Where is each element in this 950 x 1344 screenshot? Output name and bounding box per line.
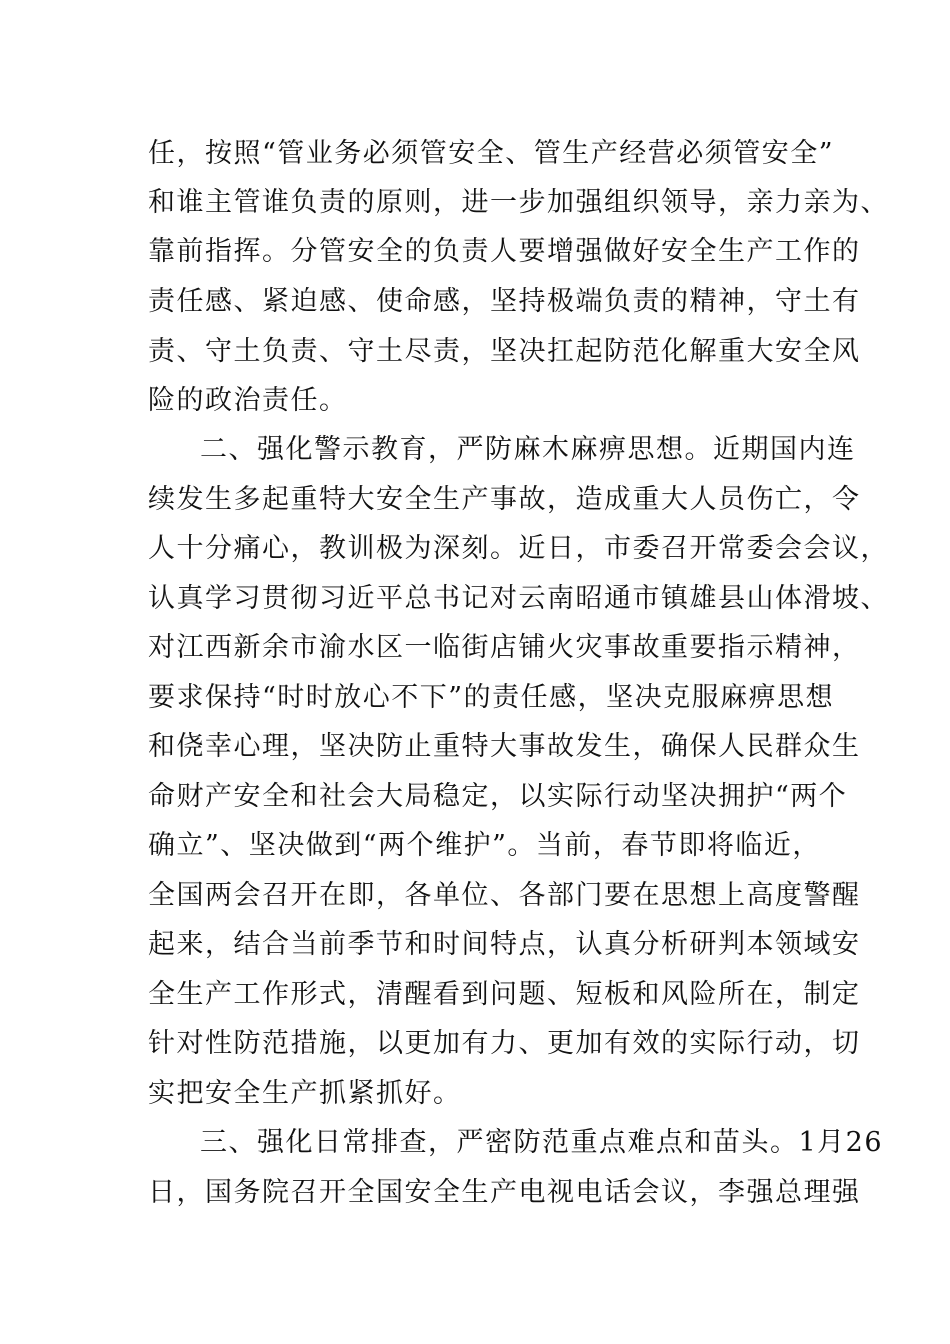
text-line: 任，按照“管业务必须管安全、管生产经营必须管安全”	[148, 138, 835, 169]
text-line: 实把安全生产抓紧抓好。	[148, 1078, 462, 1109]
text-line: 和侥幸心理，坚决防止重特大事故发生，确保人民群众生	[148, 731, 861, 762]
text-line: 对江西新余市渝水区一临街店铺火灾事故重要指示精神，	[148, 632, 861, 663]
text-line: 日，国务院召开全国安全生产电视电话会议，李强总理强	[148, 1177, 861, 1208]
text-line: 认真学习贯彻习近平总书记对云南昭通市镇雄县山体滑坡、	[148, 583, 889, 614]
text-line: 人十分痛心，教训极为深刻。近日，市委召开常委会会议，	[148, 533, 889, 564]
text-line: 责、守土负责、守土尽责，坚决扛起防范化解重大安全风	[148, 336, 861, 367]
text-line: 要求保持“时时放心不下”的责任感，坚决克服麻痹思想	[148, 682, 835, 713]
text-line: 险的政治责任。	[148, 385, 348, 416]
text-line: 全国两会召开在即，各单位、各部门要在思想上高度警醒	[148, 880, 861, 911]
text-line: 靠前指挥。分管安全的负责人要增强做好安全生产工作的	[148, 236, 861, 267]
text-line: 和谁主管谁负责的原则，进一步加强组织领导，亲力亲为、	[148, 187, 889, 218]
text-line: 起来，结合当前季节和时间特点，认真分析研判本领域安	[148, 929, 861, 960]
text-line: 命财产安全和社会大局稳定，以实际行动坚决拥护“两个	[148, 781, 848, 812]
paragraph-heading-3: 三、强化日常排查，严密防范重点难点和苗头。1月26	[200, 1127, 884, 1158]
text-line: 全生产工作形式，清醒看到问题、短板和风险所在，制定	[148, 979, 861, 1010]
paragraph-heading-2: 二、强化警示教育，严防麻木麻痹思想。近期国内连	[200, 434, 856, 465]
text-line: 责任感、紧迫感、使命感，坚持极端负责的精神，守土有	[148, 286, 861, 317]
text-line: 针对性防范措施，以更加有力、更加有效的实际行动，切	[148, 1028, 861, 1059]
text-line: 确立”、坚决做到“两个维护”。当前，春节即将临近，	[148, 830, 821, 861]
text-line: 续发生多起重特大安全生产事故，造成重大人员伤亡，令	[148, 484, 861, 515]
